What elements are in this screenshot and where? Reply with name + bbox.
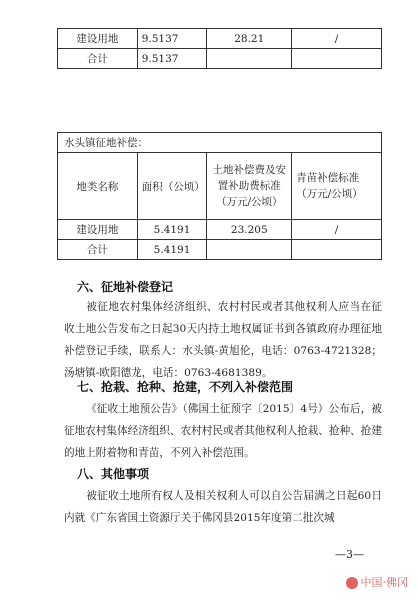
header-area: 面积（公顷） <box>137 153 207 220</box>
table-header-row <box>58 153 382 220</box>
section-8-text: 被征收土地所有权人及相关权利人可以自公告届满之日起60日内就《广东省国土资源厅关于佛冈县2015年度第二批次城 <box>64 490 382 524</box>
table-row <box>58 220 382 240</box>
table-row <box>58 29 382 49</box>
section-7-paragraph <box>64 398 382 464</box>
land-table-2 <box>57 132 382 260</box>
cell-seedling <box>292 240 382 260</box>
cell-seedling <box>292 49 382 69</box>
header-type: 地类名称 <box>58 153 138 220</box>
cell-compensation <box>207 240 292 260</box>
watermark <box>346 574 409 590</box>
cell-type: 建设用地 <box>58 29 138 49</box>
table-row <box>58 240 382 260</box>
page-number: —3— <box>335 548 364 561</box>
cell-area: 5.4191 <box>137 220 207 240</box>
cell-seedling: / <box>292 29 382 49</box>
cell-type: 合计 <box>58 240 138 260</box>
section-8-heading: 八、其他事项 <box>77 467 150 481</box>
header-compensation: 土地补偿费及安置补助费标准（万元/公顷） <box>207 153 292 220</box>
cell-type: 建设用地 <box>58 220 138 240</box>
section-7-text: 《征收土地预公告》（佛国土征预字〔2015〕4号）公布后，被征地农村集体经济组织、农村村民或者其他权利人抢栽、抢种、抢建的地上附着物和青苗，不列入补偿范围。 <box>64 403 382 459</box>
watermark-logo-icon <box>346 577 358 589</box>
header-seedling: 青苗补偿标准（万元/公顷） <box>292 153 382 220</box>
cell-area: 9.5137 <box>137 49 207 69</box>
cell-area: 5.4191 <box>137 240 207 260</box>
section-7-heading: 七、抢栽、抢种、抢建，不列入补偿范围 <box>77 380 294 394</box>
cell-compensation <box>207 49 292 69</box>
section-6-paragraph <box>64 296 382 384</box>
table-row <box>58 49 382 69</box>
cell-seedling: / <box>292 220 382 240</box>
section-6-text: 被征地农村集体经济组织、农村村民或者其他权利人应当在征收土地公告发布之日起30天内持土地权属证书到各镇政府办理征地补偿登记手续，联系人：水头镇-黄旭伦，电话：0763-4721328；汤塘镇-欧阳德龙，电话：0763-4681389。 <box>64 301 382 379</box>
cell-type: 合计 <box>58 49 138 69</box>
table-caption: 水头镇征地补偿： <box>58 133 382 153</box>
cell-compensation: 23.205 <box>207 220 292 240</box>
cell-compensation: 28.21 <box>207 29 292 49</box>
section-8-paragraph <box>64 485 382 529</box>
table-caption-row <box>58 133 382 153</box>
watermark-text: 中国·佛冈 <box>360 576 408 589</box>
land-table-1 <box>57 28 382 69</box>
cell-area: 9.5137 <box>137 29 207 49</box>
section-6-heading: 六、征地补偿登记 <box>77 280 174 294</box>
